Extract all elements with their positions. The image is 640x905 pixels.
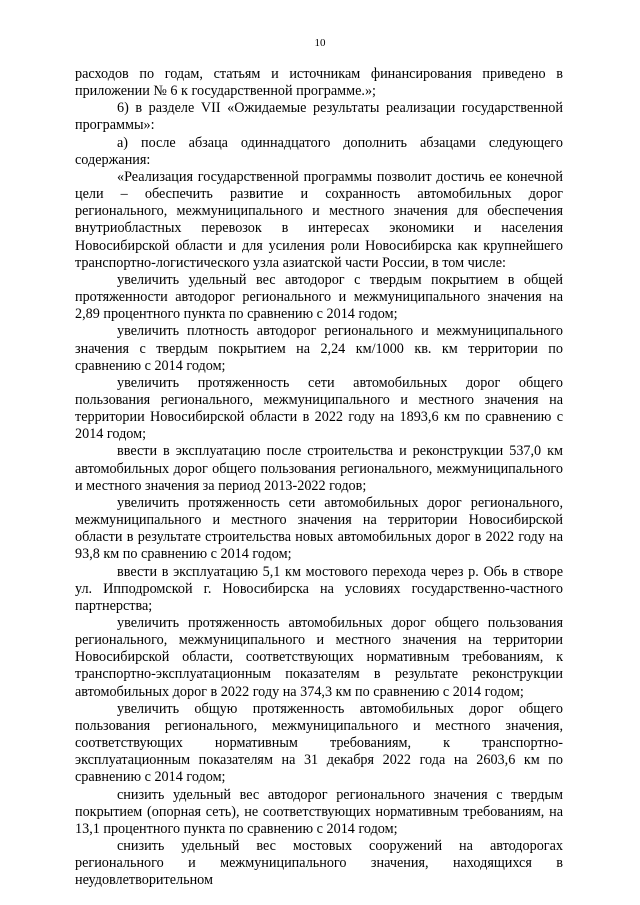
paragraph: увеличить удельный вес автодорог с твердым покрытием в общей протяженности автодорог регионального и межмуниципального значения на 2,89 процентного пункта по сравнению с 2014 годом; xyxy=(75,271,563,323)
paragraph: снизить удельный вес мостовых сооружений на автодорогах регионального и межмуниципального значения, находящихся в неудовлетворительном xyxy=(75,838,563,889)
paragraph: ввести в эксплуатацию после строительства и реконструкции 537,0 км автомобильных дорог общего пользования регионального, межмуниципального и местного значения за период 2013-2022 годов; xyxy=(75,443,563,494)
paragraph: снизить удельный вес автодорог регионального значения с твердым покрытием (опорная сеть), не соответствующих нормативным требованиям, на 13,1 процентного пункта по сравнению с 2014 годом; xyxy=(75,786,563,837)
paragraph: ввести в эксплуатацию 5,1 км мостового перехода через р. Обь в створе ул. Ипподромской г. Новосибирска на условиях государственно-частного партнерства; xyxy=(75,563,563,614)
paragraph: расходов по годам, статьям и источникам финансирования приведено в приложении № 6 к государственной программе.»; xyxy=(75,66,563,100)
paragraph: 6) в разделе VII «Ожидаемые результаты реализации государственной программы»: xyxy=(75,100,563,134)
page-number: 10 xyxy=(314,37,326,49)
paragraph: увеличить протяженность автомобильных дорог общего пользования регионального, межмуниципального и местного значения на территории Новосибирской области, соответствующих нормативным требованиям, к транспортно-эксплуатационным показателям в результате реконструкции автомобильных дорог в 2022 году на 374,3 км по сравнению с 2014 годом; xyxy=(75,615,563,700)
paragraph: а) после абзаца одиннадцатого дополнить абзацами следующего содержания: xyxy=(75,134,563,168)
paragraph: «Реализация государственной программы позволит достичь ее конечной цели – обеспечить развитие и сохранность автомобильных дорог регионального, межмуниципального и местного значения для обеспечения внутриобластных перевозок в интересах экономики и населения Новосибирской области и для усиления роли Новосибирска как крупнейшего транспортно-логистического узла азиатской части России, в том числе: xyxy=(75,168,563,271)
paragraph: увеличить протяженность сети автомобильных дорог регионального, межмуниципального и местного значения на территории Новосибирской области в результате строительства новых автомобильных дорог в 2022 году на 93,8 км по сравнению с 2014 годом; xyxy=(75,494,563,563)
paragraph: увеличить общую протяженность автомобильных дорог общего пользования регионального, межмуниципального и местного значения, соответствующих нормативным требованиям, к транспортно-эксплуатационным показателям на 31 декабря 2022 года на 2603,6 км по сравнению с 2014 годом; xyxy=(75,700,563,786)
paragraph: увеличить плотность автодорог регионального и межмуниципального значения с твердым покрытием на 2,24 км/1000 кв. км территории по сравнению с 2014 годом; xyxy=(75,323,563,374)
document-body xyxy=(75,66,563,890)
paragraph: увеличить протяженность сети автомобильных дорог общего пользования регионального, межмуниципального и местного значения на территории Новосибирской области в 2022 году на 1893,6 км по сравнению с 2014 годом; xyxy=(75,374,563,443)
